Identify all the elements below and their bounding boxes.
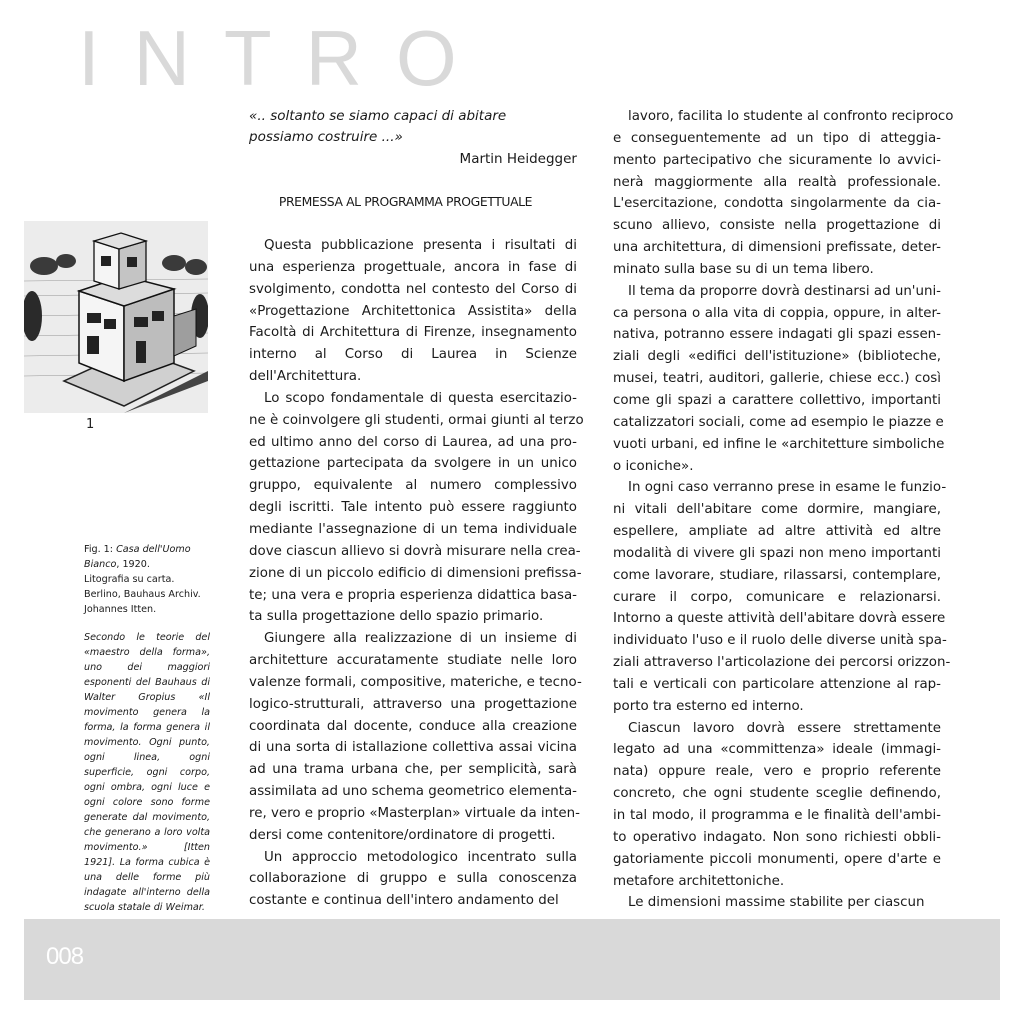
text-line: gettazione partecipata da svolgere in un unico [249,456,577,472]
text-line: ziali degli «edifici dell'istituzione» (biblioteche, [613,349,941,365]
text-line: Ciascun lavoro dovrà essere strettamente [628,720,941,736]
text-line: Lo scopo fondamentale di questa esercitazio- [264,390,577,406]
text-line: te; una vera e propria esperienza didattica basa- [249,587,577,603]
caption-heading [84,542,210,572]
figure-image [24,221,208,413]
figure-caption [84,542,210,915]
text-line: collaborazione di gruppo e sulla conoscenza [249,871,577,887]
caption-details: Litografia su carta. Berlino, Bauhaus Archiv. Johannes Itten. [84,574,201,615]
text-line: di una sorta di istallazione collettiva assai vicina [249,740,577,756]
text-line: costante e continua dell'intero andamento del [249,893,559,909]
text-line: una esperienza progettuale, ancora in fase di [249,259,577,275]
text-line: ni vitali dell'abitare come dormire, mangiare, [613,502,941,518]
paragraph [234,388,584,628]
text-line: e conseguentemente ad un tipo di atteggia- [613,130,941,146]
text-line: nerà maggiormente alla realtà professionale. [613,174,941,190]
paragraph [598,281,945,478]
text-line: come lavorare, studiare, rilassarsi, contemplare, [613,567,941,583]
text-line: zione di un piccolo edificio di dimensioni prefissa- [249,565,582,581]
text-line: minato sulla base su di un tema libero. [613,261,874,277]
page-heading: INTRO [78,14,491,102]
footer-band [24,919,1000,1000]
text-line: ziali attraverso l'articolazione dei percorsi orizzon- [613,655,951,671]
text-line: espellere, ampliate ad altre attività ed altre [613,524,941,540]
text-line: individuato l'uso e il ruolo delle diverse unità spa- [613,633,947,649]
epigraph-line: «.. soltanto se siamo capaci di abitare [249,108,507,124]
text-line: Facoltà di Architettura di Firenze, insegnamento [249,325,577,341]
right-body-text [598,106,954,914]
text-line: modalità di vivere gli spazi non meno importanti [613,545,941,561]
text-line: lavoro, facilita lo studente al confronto reciproco [628,109,954,124]
text-line: concreto, che ogni studente sceglie definendo, [613,786,941,802]
epigraph-author: Martin Heidegger [459,151,577,167]
text-line: vuoti urbani, ed infine le «architetture simboliche [613,436,945,452]
text-line: Le dimensioni massime stabilite per ciascun [628,895,925,911]
text-line: interno al Corso di Laurea in Scienze [249,347,577,363]
text-line: «Progettazione Architettonica Assistita» della [249,303,577,319]
text-line: ed ultimo anno del corso di Laurea, ad una pro- [249,434,577,450]
text-line: catalizzatori sociali, come ad esempio le piazze e [613,414,944,430]
paragraph [598,106,954,281]
text-line: valenze formali, compositive, materiche, e tecno- [249,674,582,690]
caption-year: , 1920. [116,559,150,570]
epigraph [234,106,577,148]
text-line: coordinata dal docente, conduce alla creazione [249,718,577,734]
text-line: metafore architettoniche. [613,873,785,889]
text-line: L'esercitazione, condotta singolarmente da cia- [613,196,941,212]
epigraph-line: possiamo costruire ...» [249,129,403,145]
text-line: dove ciascun allievo si dovrà misurare nella crea- [249,543,581,559]
text-line: degli iscritti. Tale intento può essere raggiunto [249,500,577,516]
figure-number: 1 [86,417,95,432]
text-line: assimilata ad uno schema geometrico elementa- [249,784,577,800]
text-line: architetture accuratamente studiate nelle loro [249,653,577,669]
text-line: ca persona o alla vita di coppia, oppure, in alter- [613,305,941,321]
text-line: porto tra esterno ed interno. [613,698,804,714]
section-title: PREMESSA AL PROGRAMMA PROGETTUALE [278,194,533,209]
caption-title: Casa dell'Uomo Bianco [84,544,191,570]
right-column [598,106,954,914]
text-line: o iconiche». [613,458,694,474]
page-number: 008 [46,943,84,970]
paragraph [598,718,941,893]
text-line: come gli spazi a carattere collettivo, importanti [613,392,941,408]
text-line: to operativo indagato. Non sono richiesti obbli- [613,829,941,845]
paragraph [234,235,577,388]
text-line: una architettura, di dimensioni prefissate, deter- [613,240,941,256]
text-line: ta sulla progettazione dello spazio primario. [249,609,544,625]
middle-body-text [234,235,584,912]
paragraph [234,847,577,913]
text-line: scuno allievo, consiste nella progettazione di [613,218,941,234]
caption-note: Secondo le teorie del «maestro della forma», uno dei maggiori esponenti del Bauhaus di Walter Gropius «Il movimento genera la forma, la forma genera il movimento. Ogni punto, ogni linea, ogni superficie, ogni corpo, ogni ombra, ogni luce e ogni colore sono forme generate dal movimento, che generano a loro volta movimento.» [Itten 1921]. La forma cubica è una delle forme più indagate all'interno della scuola statale di Weimar. [84,632,210,913]
text-line: svolgimento, condotta nel contesto del Corso di [249,281,577,297]
text-line: Questa pubblicazione presenta i risultati di [264,238,577,253]
text-line: Giungere alla realizzazione di un insieme di [264,631,577,647]
paragraph [598,892,941,914]
text-line: legato ad una «committenza» ideale (immagi- [613,742,941,758]
text-line: dersi come contenitore/ordinatore di progetti. [249,827,556,843]
caption-label: Fig. 1: [84,544,117,555]
text-line: nativa, potranno essere indagati gli spazi essen- [613,327,941,343]
text-line: mediante l'assegnazione di un tema individuale [249,521,577,537]
cubic-house-illustration [24,221,208,413]
text-line: gatoriamente piccoli monumenti, opere d'arte e [613,851,941,867]
text-line: Il tema da proporre dovrà destinarsi ad un'uni- [628,283,942,299]
text-line: in tal modo, il programma e le finalità dell'ambi- [613,808,941,823]
text-line: tali e verticali con particolare attenzione al rap- [613,676,941,692]
text-line: ad una trama urbana che, per semplicità, sarà [249,762,577,778]
text-line: Intorno a queste attività dell'abitare dovrà essere [613,611,946,627]
text-line: dell'Architettura. [249,369,362,385]
text-line: Un approccio metodologico incentrato sulla [264,849,577,865]
text-line: logico-strutturali, attraverso una progettazione [249,696,577,712]
text-line: In ogni caso verranno prese in esame le funzio- [628,480,947,496]
paragraph [234,628,582,846]
paragraph [598,477,951,717]
text-line: ne è coinvolgere gli studenti, ormai giunti al terzo [249,412,584,428]
text-line: gruppo, equivalente al numero complessivo [249,478,577,494]
text-line: mento partecipativo che sicuramente lo avvici- [613,152,941,168]
text-line: re, vero e proprio «Masterplan» virtuale da inten- [249,805,580,821]
text-line: nata) oppure reale, vero e proprio referente [613,764,941,780]
text-line: musei, teatri, auditori, gallerie, chiese ecc.) così [613,371,941,387]
middle-column [234,106,584,912]
text-line: curare il corpo, comunicare e relazionarsi. [613,589,941,605]
